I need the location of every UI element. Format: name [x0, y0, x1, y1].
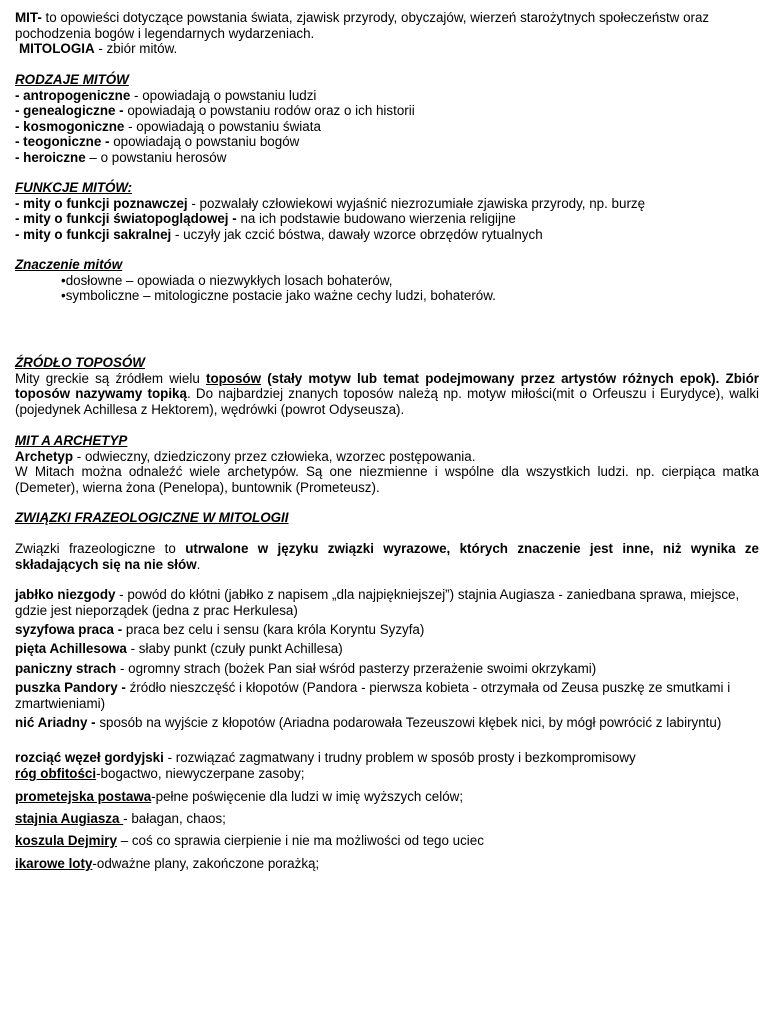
- phrase-term: nić Ariadny -: [15, 715, 96, 730]
- phrase-term: pięta Achillesowa: [15, 641, 127, 656]
- toposy-heading: ŹRÓDŁO TOPOSÓW: [15, 355, 145, 370]
- phrase-desc: -pełne poświęcenie dla ludzi w imię wyższych celów;: [151, 789, 464, 804]
- funkcje-item: [15, 227, 759, 243]
- funkcje-heading: FUNKCJE MITÓW:: [15, 180, 133, 195]
- toposy-paragraph: [15, 371, 759, 418]
- phrase-desc: -odważne plany, zakończone porażką;: [92, 856, 320, 871]
- item-desc: – o powstaniu herosów: [85, 149, 227, 165]
- phrase-desc: – coś co sprawia cierpienie i nie ma możliwości od tego uciec: [116, 833, 484, 848]
- rodzaje-item: [15, 134, 759, 150]
- phrase-item: [15, 856, 759, 872]
- phrase-desc: - ogromny strach (bożek Pan siał wśród pasterzy przerażenie swoimi okrzykami): [116, 661, 597, 676]
- phrase-item: [15, 661, 759, 677]
- phrase-term: puszka Pandory -: [15, 680, 126, 695]
- archetyp-definition-line: [15, 449, 759, 465]
- phrase-item: [15, 680, 759, 711]
- funkcje-item: [15, 196, 759, 212]
- toposy-text: Mity greckie są źródłem wielu: [15, 370, 206, 386]
- intro-plain: Związki frazeologiczne to: [15, 541, 186, 556]
- frazeologia-heading-block: [15, 510, 759, 526]
- phrase-desc: - słaby punkt (czuły punkt Achillesa): [126, 641, 343, 656]
- archetyp-def: - odwieczny, dziedziczony przez człowieka, wzorzec postępowania.: [73, 448, 476, 464]
- phrase-term: jabłko niezgody: [15, 587, 116, 602]
- phrase-item: [15, 622, 759, 638]
- mit-term: MIT-: [15, 10, 42, 25]
- phrase-item: [15, 750, 759, 766]
- rodzaje-item: [15, 103, 759, 119]
- toposy-definition: (stały motyw lub temat podejmowany przez artystów różnych epok). Zbiór toposów nazywamy topiką: [15, 370, 759, 401]
- archetyp-paragraph: W Mitach można odnaleźć wiele archetypów. Są one niezmienne i wspólne dla wszystkich ludzi. np. cierpiąca matka (Demeter), wierna żona (Penelopa), buntownik (Prometeusz).: [15, 464, 759, 495]
- mit-definition: to opowieści dotyczące powstania świata, zjawisk przyrody, obyczajów, wierzeń starożytnych społeczeństw oraz pochodzenia bogów i legendarnych wydarzeniach.: [15, 10, 710, 41]
- phrase-term: rozciąć węzeł gordyjski: [15, 750, 164, 765]
- rodzaje-item: [15, 150, 759, 166]
- phrase-term: paniczny strach: [15, 661, 117, 676]
- phrase-item: [15, 587, 759, 618]
- phrase-item: [15, 789, 759, 805]
- item-desc: - pozwalały człowiekowi wyjaśnić niezrozumiałe zjawiska przyrody, np. burzę: [187, 195, 646, 211]
- item-desc: - uczyły jak czcić bóstwa, dawały wzorce obrzędów rytualnych: [171, 226, 543, 242]
- rodzaje-heading: RODZAJE MITÓW: [15, 72, 129, 87]
- phrase-item: [15, 833, 759, 849]
- archetyp-heading: MIT A ARCHETYP: [15, 433, 128, 448]
- phrase-item: [15, 715, 759, 731]
- funkcje-item: [15, 211, 759, 227]
- phrase-desc: - rozwiązać zagmatwany i trudny problem w sposób prosty i bezkompromisowy: [163, 750, 636, 765]
- phrase-item: [15, 811, 759, 827]
- znaczenie-item: •dosłowne – opowiada o niezwykłych losach bohaterów,: [61, 272, 393, 288]
- item-term: - mity o funkcji światopoglądowej -: [15, 211, 237, 226]
- phrase-term: stajnia Augiasza: [15, 811, 124, 826]
- phrase-term: prometejska postawa: [15, 789, 152, 804]
- intro-mitologia-line: [19, 41, 763, 57]
- phrase-desc: źródło nieszczęść i kłopotów (Pandora - pierwsza kobieta - otrzymała od Zeusa puszkę ze smutkami i zmartwieniami): [15, 680, 731, 711]
- mitologia-term: MITOLOGIA: [19, 41, 95, 56]
- phrase-item: [15, 766, 759, 782]
- toposy-examples: . Do najbardziej znanych toposów należą np. motyw miłości(mit o Orfeuszu i Eurydyce), walki (pojedynek Achillesa z Hektorem), wędrówki (powrot Odyseusza).: [15, 386, 759, 417]
- rodzaje-item: [15, 119, 759, 135]
- phrase-term: koszula Dejmiry: [15, 833, 117, 848]
- intro-bold: utrwalone w języku związki wyrazowe, których znaczenie jest inne, niż wynika ze składających się na nie słów: [15, 541, 760, 572]
- phrase-desc: - powód do kłótni (jabłko z napisem „dla najpiękniejszej”) stajnia Augiasza - zaniedbana sprawa, miejsce, gdzie jest nieporządek (jedna z prac Herkulesa): [15, 587, 740, 618]
- item-desc: opowiadają o powstaniu bogów: [109, 134, 300, 149]
- phrase-term: syzyfowa praca -: [15, 622, 123, 637]
- mitologia-definition: - zbiór mitów.: [94, 41, 178, 56]
- item-term: - teogoniczne -: [15, 134, 110, 149]
- phrase-term: róg obfitości: [15, 766, 97, 781]
- znaczenie-heading: Znaczenie mitów: [15, 257, 123, 272]
- item-desc: na ich podstawie budowano wierzenia religijne: [236, 211, 516, 226]
- item-desc: - opowiadają o powstaniu świata: [124, 118, 321, 134]
- intro-end: .: [196, 556, 201, 572]
- item-term: - mity o funkcji sakralnej: [15, 226, 172, 242]
- archetyp-section: [15, 433, 759, 495]
- item-term: - heroiczne: [15, 149, 86, 165]
- phrase-desc: - bałagan, chaos;: [123, 811, 226, 826]
- frazeologia-intro: [15, 541, 759, 572]
- intro-mit-paragraph: [15, 10, 759, 41]
- item-desc: - opowiadają o powstaniu ludzi: [130, 87, 317, 103]
- item-desc: opowiadają o powstaniu rodów oraz o ich historii: [123, 103, 415, 118]
- znaczenie-item: •symboliczne – mitologiczne postacie jako ważne cechy ludzi, bohaterów.: [61, 288, 496, 303]
- phrase-desc: -bogactwo, niewyczerpane zasoby;: [96, 766, 305, 781]
- toposow-term: toposów: [205, 370, 262, 386]
- znaczenie-section: [15, 257, 759, 304]
- phrase-desc: praca bez celu i sensu (kara króla Koryntu Syzyfa): [122, 622, 425, 637]
- toposy-section: [15, 355, 759, 417]
- item-term: - mity o funkcji poznawczej: [15, 195, 188, 211]
- frazeologia-heading: ZWIĄZKI FRAZEOLOGICZNE W MITOLOGII: [15, 510, 289, 525]
- rodzaje-item: [15, 88, 759, 104]
- rodzaje-section: [15, 72, 759, 165]
- phrase-item: [15, 641, 759, 657]
- phrase-term: ikarowe loty: [15, 856, 93, 871]
- archetyp-term: Archetyp: [15, 448, 74, 464]
- item-term: - kosmogoniczne: [15, 118, 125, 134]
- item-term: - antropogeniczne: [15, 87, 131, 103]
- funkcje-section: [15, 180, 759, 242]
- item-term: - genealogiczne -: [15, 103, 124, 118]
- phrase-desc: sposób na wyjście z kłopotów (Ariadna podarowała Tezeuszowi kłębek nici, by mógł powrócić z labiryntu): [95, 715, 722, 730]
